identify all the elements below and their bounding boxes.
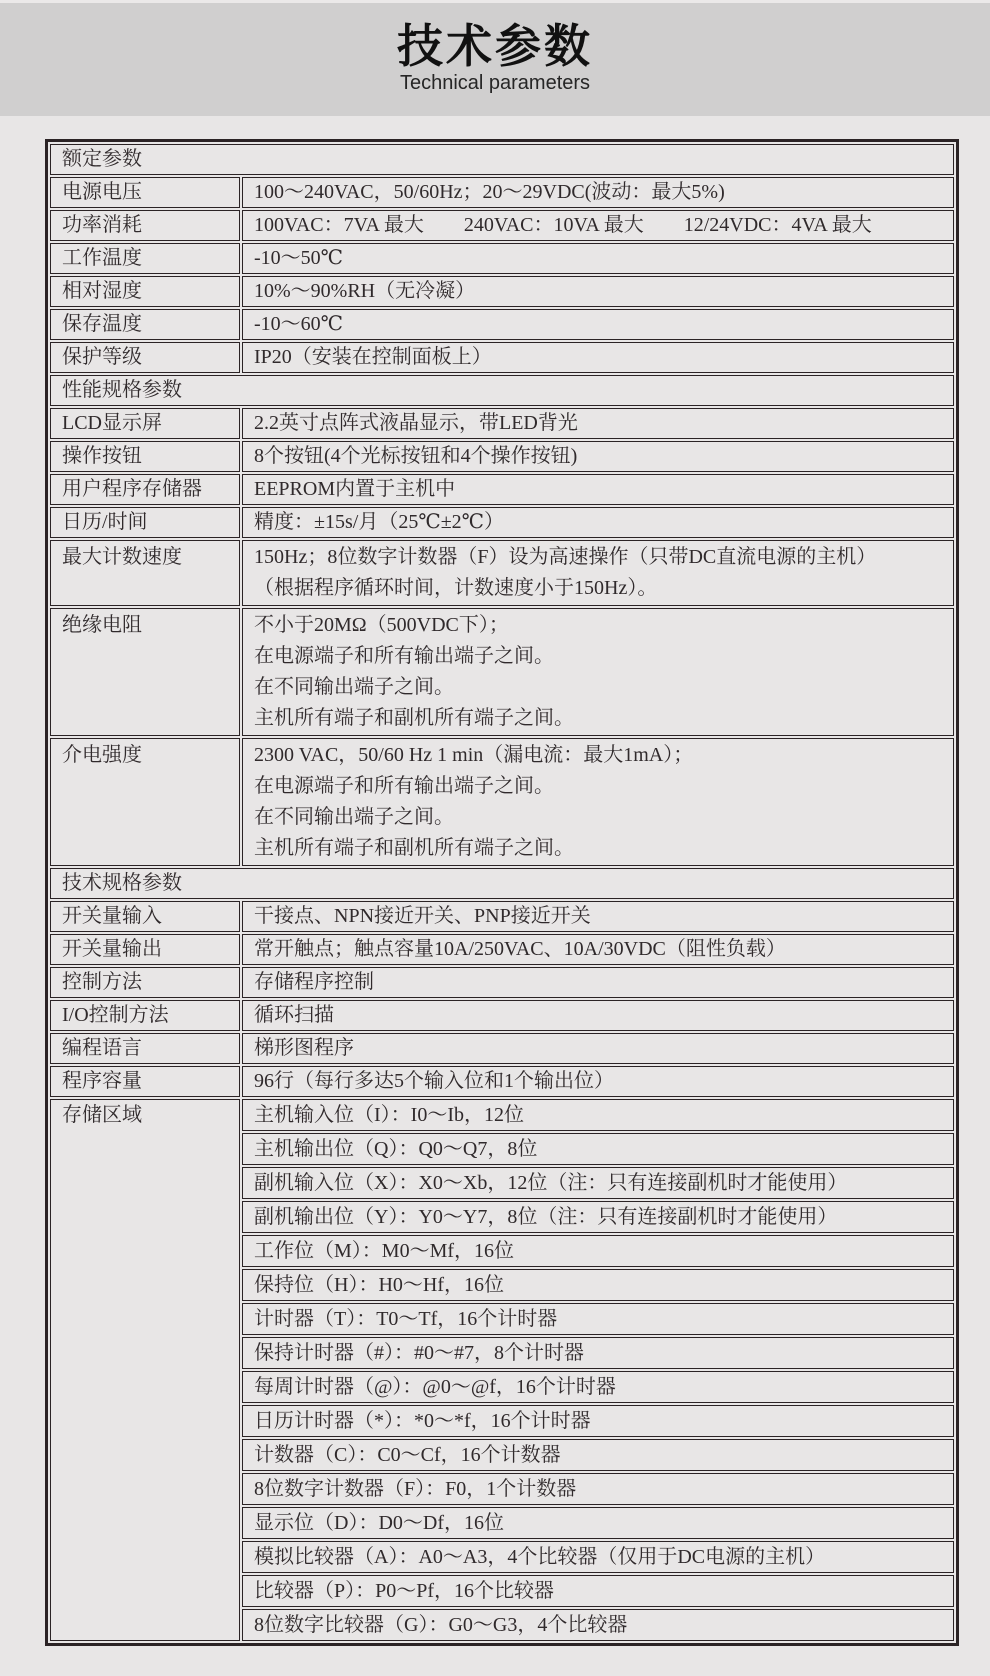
section-row (50, 868, 954, 899)
param-value: 8个按钮(4个光标按钮和4个操作按钮) (242, 441, 954, 472)
spec-table-body (50, 144, 954, 1641)
param-value: 精度：±15s/月（25℃±2℃） (242, 507, 954, 538)
content-area (0, 116, 990, 1646)
param-label: 相对湿度 (50, 276, 240, 307)
param-value: 2.2英寸点阵式液晶显示，带LED背光 (242, 408, 954, 439)
param-row (50, 901, 954, 932)
param-label: 保护等级 (50, 342, 240, 373)
param-value: 常开触点；触点容量10A/250VAC、10A/30VDC（阻性负载） (242, 934, 954, 965)
param-label: 工作温度 (50, 243, 240, 274)
param-value: 日历计时器（*）：*0～*f，16个计时器 (242, 1405, 954, 1437)
param-row (50, 540, 954, 606)
param-label: 控制方法 (50, 967, 240, 998)
param-row (50, 1066, 954, 1097)
param-value (242, 540, 954, 606)
param-value (242, 738, 954, 866)
section-row (50, 144, 954, 175)
param-row (50, 934, 954, 965)
param-label: 程序容量 (50, 1066, 240, 1097)
param-value: 计时器（T）：T0～Tf，16个计时器 (242, 1303, 954, 1335)
param-row (50, 408, 954, 439)
param-row (50, 507, 954, 538)
param-row (50, 441, 954, 472)
param-value: 梯形图程序 (242, 1033, 954, 1064)
param-value: 8位数字比较器（G）：G0～G3，4个比较器 (242, 1609, 954, 1641)
param-row (50, 276, 954, 307)
param-value-line: 150Hz；8位数字计数器（F）设为高速操作（只带DC直流电源的主机） (254, 546, 877, 568)
param-label: 用户程序存储器 (50, 474, 240, 505)
param-label: 操作按钮 (50, 441, 240, 472)
param-label: 开关量输出 (50, 934, 240, 965)
param-label: 保存温度 (50, 309, 240, 340)
param-value: -10～50℃ (242, 243, 954, 274)
param-value: 副机输出位（Y）：Y0～Y7，8位（注：只有连接副机时才能使用） (242, 1201, 954, 1233)
param-row (50, 243, 954, 274)
section-header: 技术规格参数 (50, 868, 954, 899)
param-value-line: 主机所有端子和副机所有端子之间。 (254, 707, 574, 729)
title-band (0, 0, 990, 116)
param-value: 每周计时器（@）：@0～@f，16个计时器 (242, 1371, 954, 1403)
param-label: I/O控制方法 (50, 1000, 240, 1031)
param-label: 开关量输入 (50, 901, 240, 932)
page-title: 技术参数 (397, 20, 593, 72)
param-value: 保持计时器（#）：#0～#7，8个计时器 (242, 1337, 954, 1369)
param-value-line: 在电源端子和所有输出端子之间。 (254, 775, 554, 797)
page-subtitle: Technical parameters (399, 72, 591, 94)
param-row (50, 967, 954, 998)
section-header: 性能规格参数 (50, 375, 954, 406)
param-value: 干接点、NPN接近开关、PNP接近开关 (242, 901, 954, 932)
param-value: 比较器（P）：P0～Pf，16个比较器 (242, 1575, 954, 1607)
param-value: 计数器（C）：C0～Cf，16个计数器 (242, 1439, 954, 1471)
param-value: IP20（安装在控制面板上） (242, 342, 954, 373)
param-row (50, 342, 954, 373)
param-row (50, 474, 954, 505)
param-value: 副机输入位（X）：X0～Xb，12位（注：只有连接副机时才能使用） (242, 1167, 954, 1199)
param-row (50, 177, 954, 208)
param-value-line: 不小于20MΩ（500VDC下）； (254, 614, 509, 636)
param-value: 96行（每行多达5个输入位和1个输出位） (242, 1066, 954, 1097)
param-value: 100～240VAC，50/60Hz；20～29VDC(波动：最大5%) (242, 177, 954, 208)
param-label: LCD显示屏 (50, 408, 240, 439)
param-value: 存储程序控制 (242, 967, 954, 998)
param-value: -10～60℃ (242, 309, 954, 340)
param-value: 保持位（H）：H0～Hf，16位 (242, 1269, 954, 1301)
section-header: 额定参数 (50, 144, 954, 175)
param-value: 工作位（M）：M0～Mf，16位 (242, 1235, 954, 1267)
param-value: 主机输出位（Q）：Q0～Q7，8位 (242, 1133, 954, 1165)
param-value-line: 主机所有端子和副机所有端子之间。 (254, 837, 574, 859)
param-value-line: 在电源端子和所有输出端子之间。 (254, 645, 554, 667)
param-row (50, 309, 954, 340)
param-value: 8位数字计数器（F）：F0，1个计数器 (242, 1473, 954, 1505)
param-label: 编程语言 (50, 1033, 240, 1064)
param-label: 存储区域 (50, 1099, 240, 1641)
param-label: 介电强度 (50, 738, 240, 866)
param-value: 循环扫描 (242, 1000, 954, 1031)
param-value: EEPROM内置于主机中 (242, 474, 954, 505)
param-value-line: 在不同输出端子之间。 (254, 806, 454, 828)
param-row (50, 1033, 954, 1064)
param-label: 电源电压 (50, 177, 240, 208)
param-value-line: （根据程序循环时间，计数速度小于150Hz）。 (254, 577, 658, 599)
param-row (50, 1099, 954, 1131)
param-value: 模拟比较器（A）：A0～A3，4个比较器（仅用于DC电源的主机） (242, 1541, 954, 1573)
param-value (242, 608, 954, 736)
spec-table (45, 139, 959, 1646)
param-row (50, 738, 954, 866)
param-label: 功率消耗 (50, 210, 240, 241)
param-value: 显示位（D）：D0～Df，16位 (242, 1507, 954, 1539)
param-label: 最大计数速度 (50, 540, 240, 606)
param-value: 主机输入位（I）：I0～Ib，12位 (242, 1099, 954, 1131)
param-value-line: 2300 VAC，50/60 Hz 1 min（漏电流：最大1mA）； (254, 744, 694, 766)
section-row (50, 375, 954, 406)
param-row (50, 608, 954, 736)
param-value-line: 在不同输出端子之间。 (254, 676, 454, 698)
param-label: 绝缘电阻 (50, 608, 240, 736)
param-row (50, 210, 954, 241)
param-value: 100VAC：7VA 最大 240VAC：10VA 最大 12/24VDC：4VA 最大 (242, 210, 954, 241)
param-value: 10%～90%RH（无冷凝） (242, 276, 954, 307)
param-row (50, 1000, 954, 1031)
param-label: 日历/时间 (50, 507, 240, 538)
